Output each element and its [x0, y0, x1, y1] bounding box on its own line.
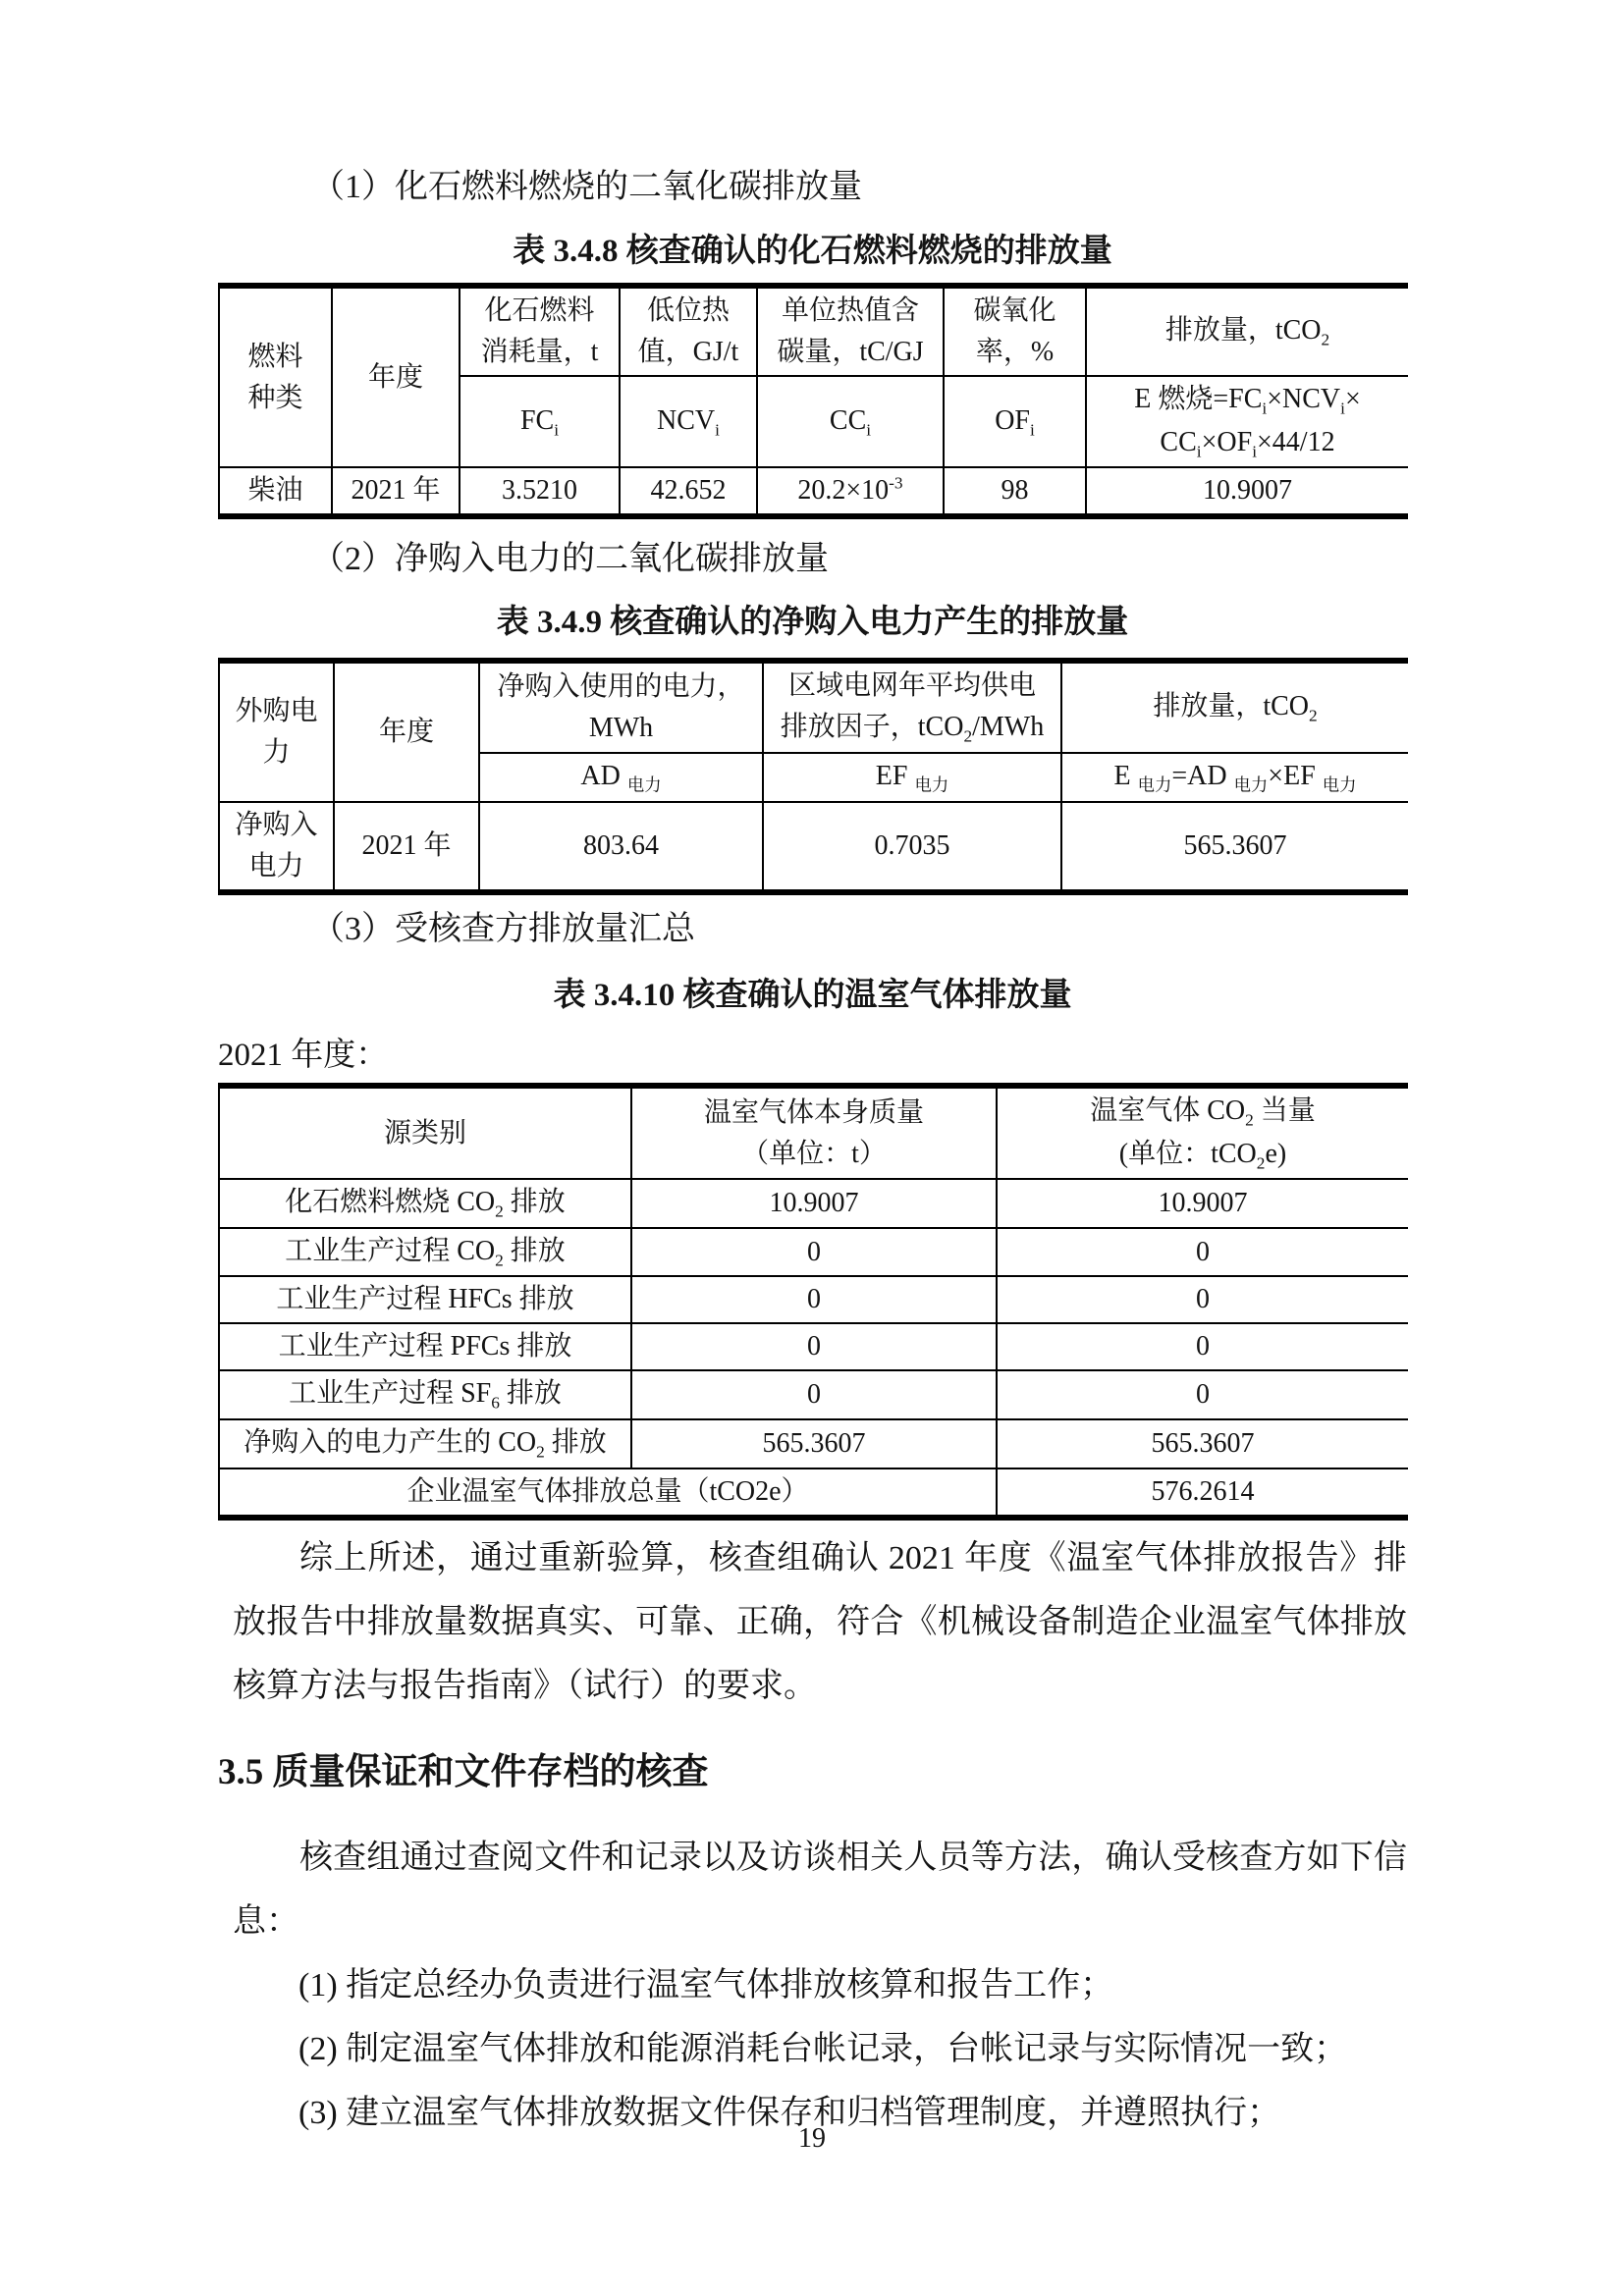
table2-caption: 表 3.4.9 核查确认的净购入电力产生的排放量	[496, 605, 1129, 641]
row-label: 工业生产过程 HFCs 排放	[219, 1276, 631, 1323]
data-cell-fuel: 柴油	[219, 467, 332, 516]
data-cell-ncv: 42.652	[620, 467, 757, 516]
header-oxidation-rate: 碳氧化 率，%	[944, 286, 1086, 376]
table-row	[219, 286, 1408, 376]
data-cell-emissions: 565.3607	[1061, 802, 1408, 892]
page-content	[218, 0, 1407, 2145]
numbered-item-3: （3）受核查方排放量汇总	[311, 910, 695, 947]
table-row	[219, 1419, 1408, 1468]
list-item-3: (3) 建立温室气体排放数据文件保存和归档管理制度，并遵照执行；	[298, 2094, 1281, 2131]
row-mass: 565.3607	[631, 1419, 997, 1468]
data-cell-emissions: 10.9007	[1086, 467, 1408, 516]
symbol-fc: $FC_i$	[460, 376, 620, 467]
ghg-emissions-summary-table	[218, 1083, 1408, 1521]
total-row	[219, 1468, 1408, 1518]
table-row	[219, 1370, 1408, 1419]
table-row	[219, 1086, 1408, 1179]
header-co2-equivalent: 温室气体 $CO_2$ 当量 (单位：tCO$_2$e)	[997, 1086, 1408, 1179]
row-mass: 10.9007	[631, 1179, 997, 1228]
table-row	[219, 1323, 1408, 1370]
header-fuel-type: 燃料 种类	[219, 286, 332, 467]
row-co2e: 0	[997, 1323, 1408, 1370]
intro-paragraph: 核查组通过查阅文件和记录以及访谈相关人员等方法，确认受核查方如下信息：	[233, 1839, 1407, 1940]
summary-paragraph: 综上所述，通过重新验算，核查组确认 2021 年度《温室气体排放报告》排放报告中排放量数据真实、可靠、正确，符合《机械设备制造企业温室气体排放核算方法与报告指南》（试行）的要求。	[233, 1539, 1407, 1704]
header-carbon-content: 单位热值含 碳量，tC/GJ	[757, 286, 944, 376]
symbol-ad: AD $_{电力}$	[479, 753, 763, 802]
row-mass: 0	[631, 1323, 997, 1370]
table1-caption: 表 3.4.8 核查确认的化石燃料燃烧的排放量	[513, 234, 1112, 269]
symbol-ef: EF $_{电力}$	[763, 753, 1061, 802]
list-item-2: (2) 制定温室气体排放和能源消耗台帐记录，台帐记录与实际情况一致；	[298, 2030, 1348, 2067]
header-emissions: 排放量，tCO$_2$	[1086, 286, 1408, 376]
table-row	[219, 1228, 1408, 1277]
data-cell-fc: 3.5210	[460, 467, 620, 516]
row-label: 净购入的电力产生的 $CO_2$ 排放	[219, 1419, 631, 1468]
data-cell-ad: 803.64	[479, 802, 763, 892]
data-cell-category: 净购入 电力	[219, 802, 334, 892]
table3-caption: 表 3.4.10 核查确认的温室气体排放量	[553, 977, 1072, 1013]
header-grid-emission-factor: 区域电网年平均供电 排放因子，tCO$_2$/MWh	[763, 661, 1061, 753]
header-year: 年度	[334, 661, 479, 802]
row-co2e: 0	[997, 1370, 1408, 1419]
data-cell-cc: $20.2\times 10^{-3}$	[757, 467, 944, 516]
row-co2e: 0	[997, 1276, 1408, 1323]
emission-formula-cell: E 燃烧$=FC_i\times NCV_i\times$ $CC_i\times OF_i\times 44/12$	[1086, 376, 1408, 467]
table-row	[219, 1276, 1408, 1323]
table-row	[219, 802, 1408, 892]
header-fuel-consumption: 化石燃料 消耗量，t	[460, 286, 620, 376]
data-cell-year: 2021 年	[334, 802, 479, 892]
row-mass: 0	[631, 1370, 997, 1419]
header-ncv: 低位热 值，GJ/t	[620, 286, 757, 376]
symbol-of: $OF_i$	[944, 376, 1086, 467]
row-mass: 0	[631, 1228, 997, 1277]
row-label: 工业生产过程 PFCs 排放	[219, 1323, 631, 1370]
table-row	[219, 661, 1408, 753]
header-net-purchased-electricity: 净购入使用的电力， MWh	[479, 661, 763, 753]
table-row	[219, 1179, 1408, 1228]
symbol-ncv: $NCV_i$	[620, 376, 757, 467]
total-row-label: 企业温室气体排放总量（tCO2e）	[219, 1468, 997, 1518]
fossil-fuel-combustion-emissions-table	[218, 283, 1408, 519]
year-label: 2021 年度：	[218, 1037, 389, 1073]
row-mass: 0	[631, 1276, 997, 1323]
list-item-1: (1) 指定总经办负责进行温室气体排放核算和报告工作；	[298, 1966, 1114, 2003]
page-number: 19	[798, 2123, 826, 2154]
row-co2e: 10.9007	[997, 1179, 1408, 1228]
table-row	[219, 467, 1408, 516]
header-ghg-mass: 温室气体本身质量 （单位：t）	[631, 1086, 997, 1179]
section-3-5-heading: 3.5 质量保证和文件存档的核查	[218, 1751, 709, 1792]
emission-formula-cell: E $_{电力}$=AD $_{电力}$×EF $_{电力}$	[1061, 753, 1408, 802]
symbol-cc: $CC_i$	[757, 376, 944, 467]
data-cell-year: 2021 年	[332, 467, 460, 516]
data-cell-ef: 0.7035	[763, 802, 1061, 892]
row-label: 工业生产过程 $CO_2$ 排放	[219, 1228, 631, 1277]
header-source-category: 源类别	[219, 1086, 631, 1179]
numbered-item-2: （2）净购入电力的二氧化碳排放量	[311, 541, 829, 578]
row-co2e: 0	[997, 1228, 1408, 1277]
header-year: 年度	[332, 286, 460, 467]
total-row-value: 576.2614	[997, 1468, 1408, 1518]
header-emissions: 排放量，tCO$_2$	[1061, 661, 1408, 753]
purchased-electricity-emissions-table	[218, 658, 1408, 895]
row-label: 化石燃料燃烧 $CO_2$ 排放	[219, 1179, 631, 1228]
data-cell-of: 98	[944, 467, 1086, 516]
row-label: 工业生产过程 $SF_6$ 排放	[219, 1370, 631, 1419]
row-co2e: 565.3607	[997, 1419, 1408, 1468]
header-purchased-power: 外购电 力	[219, 661, 334, 802]
numbered-item-1: （1）化石燃料燃烧的二氧化碳排放量	[311, 169, 862, 205]
